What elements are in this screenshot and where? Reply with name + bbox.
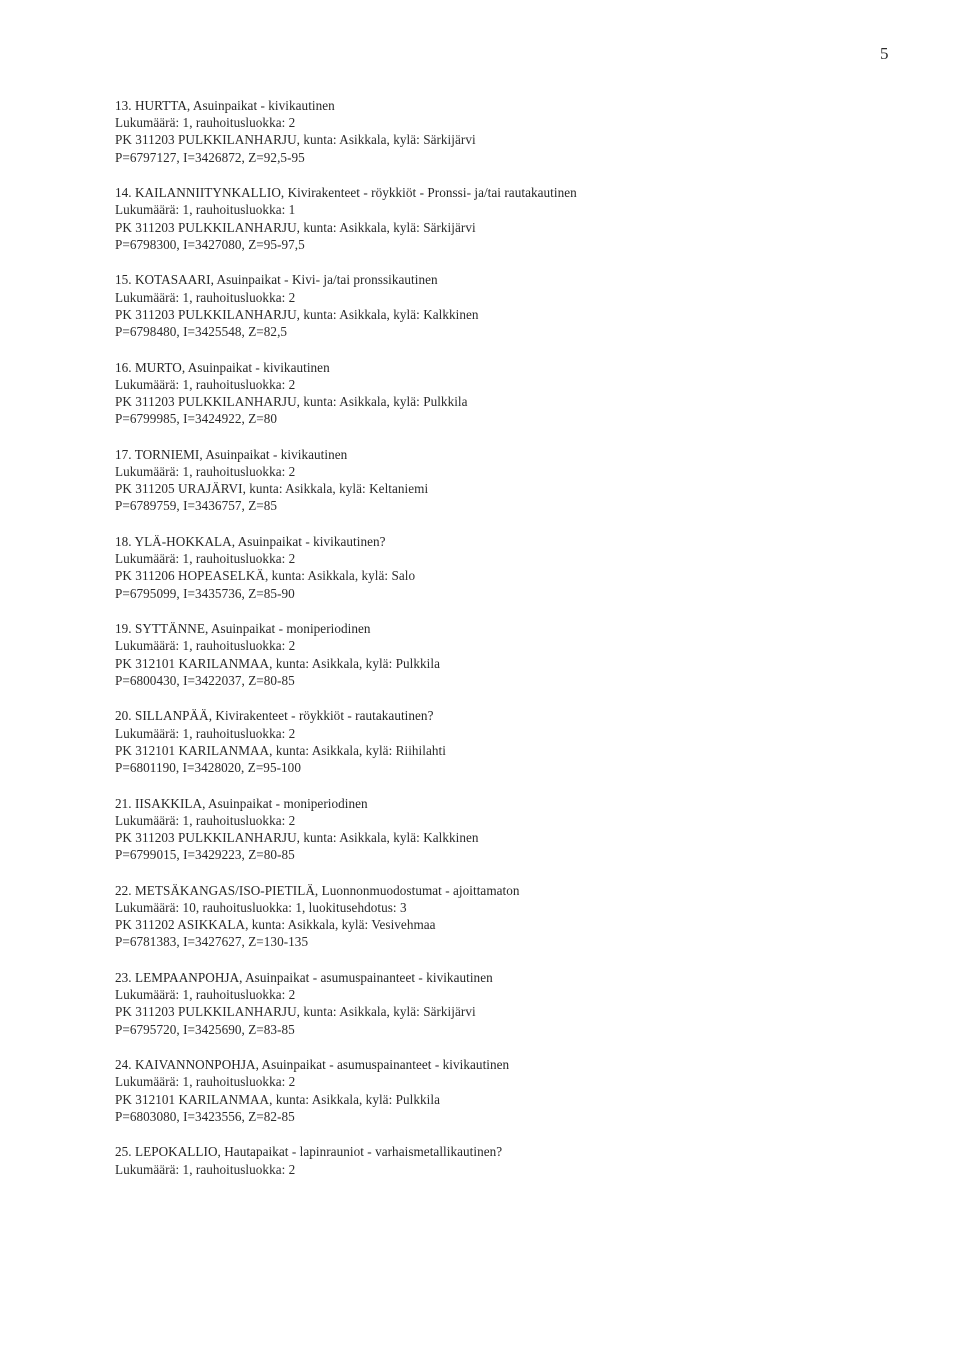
entry-detail-line: PK 311203 PULKKILANHARJU, kunta: Asikkala, kylä: Särkijärvi xyxy=(115,132,476,148)
entry-detail-line: P=6789759, I=3436757, Z=85 xyxy=(115,498,278,514)
entry-detail-line: P=6797127, I=3426872, Z=92,5-95 xyxy=(115,149,305,165)
list-item xyxy=(115,184,835,253)
entry-detail-line: Lukumäärä: 10, rauhoitusluokka: 1, luokitusehdotus: 3 xyxy=(115,900,407,916)
list-item xyxy=(115,359,835,428)
entry-detail-line: Lukumäärä: 1, rauhoitusluokka: 2 xyxy=(115,1074,296,1090)
entry-detail-line: Lukumäärä: 1, rauhoitusluokka: 2 xyxy=(115,638,296,654)
entry-detail-line: Lukumäärä: 1, rauhoitusluokka: 1 xyxy=(115,202,296,218)
entry-title: 24. KAIVANNONPOHJA, Asuinpaikat - asumuspainanteet - kivikautinen xyxy=(115,1057,510,1073)
entry-detail-line: Lukumäärä: 1, rauhoitusluokka: 2 xyxy=(115,464,296,480)
entry-title: 17. TORNIEMI, Asuinpaikat - kivikautinen xyxy=(115,446,348,462)
entry-detail-line: PK 311205 URAJÄRVI, kunta: Asikkala, kylä: Keltaniemi xyxy=(115,481,429,497)
entry-detail-line: PK 312101 KARILANMAA, kunta: Asikkala, kylä: Pulkkila xyxy=(115,1091,440,1107)
entry-detail-line: Lukumäärä: 1, rauhoitusluokka: 2 xyxy=(115,376,296,392)
entry-title: 19. SYTTÄNNE, Asuinpaikat - moniperiodinen xyxy=(115,621,371,637)
entry-detail-line: PK 311203 PULKKILANHARJU, kunta: Asikkala, kylä: Kalkkinen xyxy=(115,306,479,322)
entry-detail-line: Lukumäärä: 1, rauhoitusluokka: 2 xyxy=(115,115,296,131)
entry-detail-line: PK 311203 PULKKILANHARJU, kunta: Asikkala, kylä: Särkijärvi xyxy=(115,1004,476,1020)
list-item xyxy=(115,1143,835,1177)
list-item xyxy=(115,969,835,1038)
entry-title: 21. IISAKKILA, Asuinpaikat - moniperiodinen xyxy=(115,795,368,811)
list-item xyxy=(115,707,835,776)
entry-title: 20. SILLANPÄÄ, Kivirakenteet - röykkiöt - rautakautinen? xyxy=(115,708,434,724)
entry-title: 16. MURTO, Asuinpaikat - kivikautinen xyxy=(115,359,330,375)
entry-detail-line: PK 311206 HOPEASELKÄ, kunta: Asikkala, kylä: Salo xyxy=(115,568,416,584)
entry-detail-line: PK 311203 PULKKILANHARJU, kunta: Asikkala, kylä: Särkijärvi xyxy=(115,219,476,235)
entry-detail-line: Lukumäärä: 1, rauhoitusluokka: 2 xyxy=(115,987,296,1003)
entry-detail-line: PK 312101 KARILANMAA, kunta: Asikkala, kylä: Pulkkila xyxy=(115,655,440,671)
list-item xyxy=(115,271,835,340)
list-item xyxy=(115,533,835,602)
list-item xyxy=(115,97,835,166)
entry-detail-line: PK 311202 ASIKKALA, kunta: Asikkala, kylä: Vesivehmaa xyxy=(115,917,436,933)
entry-title: 23. LEMPAANPOHJA, Asuinpaikat - asumuspainanteet - kivikautinen xyxy=(115,970,493,986)
entry-title: 13. HURTTA, Asuinpaikat - kivikautinen xyxy=(115,98,335,113)
entry-detail-line: P=6803080, I=3423556, Z=82-85 xyxy=(115,1108,295,1124)
entry-detail-line: Lukumäärä: 1, rauhoitusluokka: 2 xyxy=(115,551,296,567)
entry-detail-line: P=6781383, I=3427627, Z=130-135 xyxy=(115,934,309,950)
entry-list xyxy=(115,97,835,1196)
entry-detail-line: P=6798300, I=3427080, Z=95-97,5 xyxy=(115,236,305,252)
entry-title: 18. YLÄ-HOKKALA, Asuinpaikat - kivikautinen? xyxy=(115,534,386,550)
entry-title: 14. KAILANNIITYNKALLIO, Kivirakenteet - röykkiöt - Pronssi- ja/tai rautakautinen xyxy=(115,185,577,201)
entry-title: 25. LEPOKALLIO, Hautapaikat - lapinrauniot - varhaismetallikautinen? xyxy=(115,1144,503,1160)
entry-detail-line: P=6798480, I=3425548, Z=82,5 xyxy=(115,324,288,340)
entry-detail-line: PK 311203 PULKKILANHARJU, kunta: Asikkala, kylä: Pulkkila xyxy=(115,394,468,410)
list-item xyxy=(115,882,835,951)
entry-detail-line: P=6799985, I=3424922, Z=80 xyxy=(115,411,278,427)
entry-title: 22. METSÄKANGAS/ISO-PIETILÄ, Luonnonmuodostumat - ajoittamaton xyxy=(115,882,520,898)
list-item xyxy=(115,1056,835,1125)
list-item xyxy=(115,795,835,864)
entry-detail-line: PK 311203 PULKKILANHARJU, kunta: Asikkala, kylä: Kalkkinen xyxy=(115,830,479,846)
list-item xyxy=(115,446,835,515)
entry-detail-line: Lukumäärä: 1, rauhoitusluokka: 2 xyxy=(115,812,296,828)
entry-title: 15. KOTASAARI, Asuinpaikat - Kivi- ja/tai pronssikautinen xyxy=(115,272,438,288)
entry-detail-line: P=6799015, I=3429223, Z=80-85 xyxy=(115,847,295,863)
entry-detail-line: Lukumäärä: 1, rauhoitusluokka: 2 xyxy=(115,1161,296,1177)
entry-detail-line: Lukumäärä: 1, rauhoitusluokka: 2 xyxy=(115,725,296,741)
page-number: 5 xyxy=(880,44,889,63)
entry-detail-line: PK 312101 KARILANMAA, kunta: Asikkala, kylä: Riihilahti xyxy=(115,742,446,758)
entry-detail-line: Lukumäärä: 1, rauhoitusluokka: 2 xyxy=(115,289,296,305)
entry-detail-line: P=6800430, I=3422037, Z=80-85 xyxy=(115,672,295,688)
entry-detail-line: P=6795099, I=3435736, Z=85-90 xyxy=(115,585,295,601)
entry-detail-line: P=6801190, I=3428020, Z=95-100 xyxy=(115,760,301,776)
entry-detail-line: P=6795720, I=3425690, Z=83-85 xyxy=(115,1021,295,1037)
list-item xyxy=(115,620,835,689)
